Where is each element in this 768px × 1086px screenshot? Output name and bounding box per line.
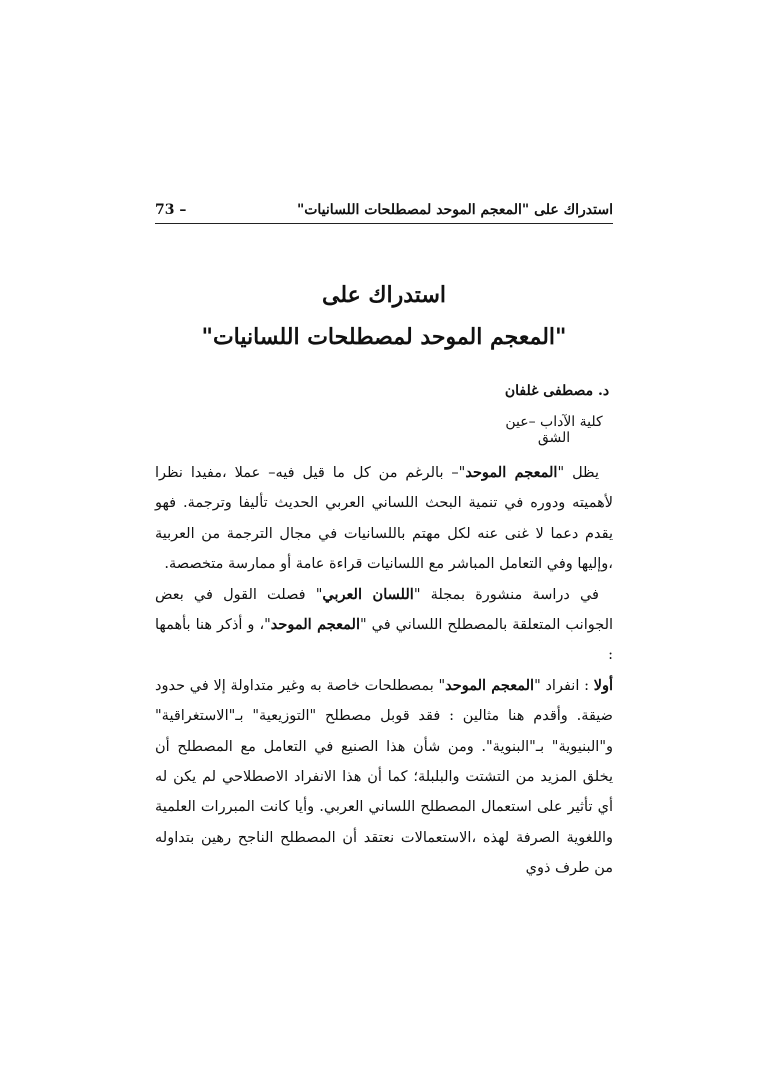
author-name-text: د. مصطفى غلفان [504,383,610,399]
p2-bold-journal: اللسان العربي [322,585,414,603]
affiliation-text: كلية الآداب –عين الشق [505,414,603,446]
article-body [155,458,613,884]
paragraph-1 [155,458,613,580]
author-name [155,383,613,399]
p1-text-b: "– بالرغم من كل ما قيل فيه– عملا ،مفيدا نظرا لأهميته ودوره في تنمية البحث اللساني العربي الحديث تأليفا وترجمة. فهو يقدم دعما لا غنى عنه لكل مهتم باللسانيات في مجال الترجمة من العربية ،وإليها وفي التعامل المباشر مع اللسانيات قراءة عامة أو ممارسة متخصصة. [155,465,613,573]
p3-text-b: " بمصطلحات خاصة به وغير متداولة إلا في حدود ضيقة. وأقدم هنا مثالين : فقد قوبل مصطلح "التوزيعية" بـ"الاستغراقية" و"البنيوية" بـ"البنوية". ومن شأن هذا الصنيع في التعامل مع المصطلح أن يخلق المزيد من التشتت والبلبلة؛ كما أن هذا الانفراد الاصطلاحي لم يكن له أي تأثير على استعمال المصطلح اللساني العربي. وأيا كانت المبررات العلمية واللغوية الصرفة لهذه ،الاستعمالات نعتقد أن المصطلح الناجح رهين بتداوله من طرف ذوي [155,677,613,877]
paragraph-2 [155,580,613,671]
page-number: – 73 [155,202,187,218]
p2-text-b: " فصلت القول في بعض الجوانب المتعلقة بالمصطلح اللساني في " [155,586,614,634]
header-rule [155,223,613,224]
p3-label: أولا [593,676,613,694]
p2-text-a: في دراسة منشورة بمجلة " [413,586,599,603]
running-title: استدراك على "المعجم الموحد لمصطلحات اللسانيات" [296,202,613,218]
paragraph-3 [155,671,613,884]
running-header [155,200,613,220]
author-affiliation [155,414,613,446]
p2-text-c: "، و أذكر هنا بأهمها : [155,617,613,664]
article-title-line2: "المعجم الموحد لمصطلحات اللسانيات" [201,324,567,350]
article-title-line1: استدراك على [321,282,446,308]
p3-text-a: : انفراد " [534,677,594,694]
p3-bold-term: المعجم الموحد [445,676,535,694]
p2-bold-term: المعجم الموحد [270,616,360,634]
p1-bold-term: المعجم الموحد [465,464,558,481]
p1-text-a: يظل " [557,465,599,481]
